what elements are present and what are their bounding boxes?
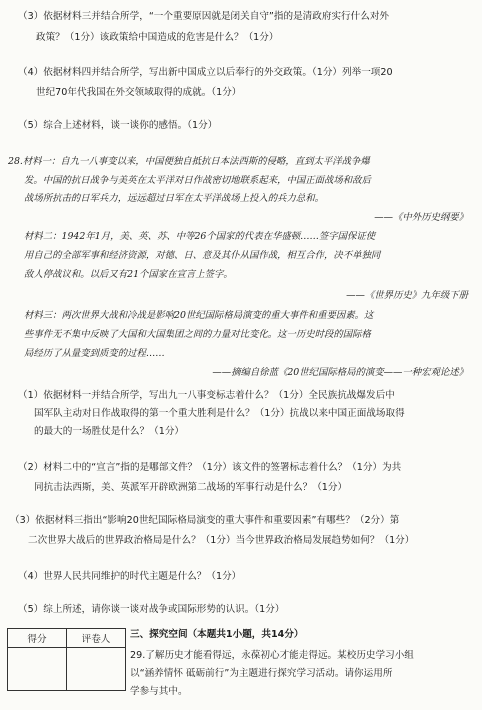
q29-line1: 29.了解历史才能看得远，永葆初心才能走得远。某校历史学习小组 (130, 650, 414, 661)
q29-line2: 以“涵养情怀 砥砺前行”为主题进行探究学习活动。请你运用所 (130, 668, 393, 679)
q28-material3-source: ——摘编自徐蓝《20世纪国际格局的演变——一种宏观论述》 (212, 367, 468, 378)
grader-cell[interactable] (67, 648, 126, 691)
q28-material1-line3: 战场所抗击的日军兵力，远远超过日军在太平洋战场上投入的兵力总和。 (24, 193, 325, 204)
q28-material3-line3: 局经历了从量变到质变的过程…… (24, 348, 165, 359)
q28-part2-line1: （2）材料二中的“宣言”指的是哪部文件？（1分）该文件的签署标志着什么？（1分）为共 (18, 462, 402, 473)
q28-material3-line2: 些事件无不集中反映了大国和大国集团之间的力量对比变化。这一历史时段的国际格 (24, 329, 371, 340)
q28-material2-source: ——《世界历史》九年级下册 (346, 290, 468, 301)
q28-part5: （5）综上所述，请你谈一谈对战争或国际形势的认识。（1分） (18, 604, 285, 615)
q28-part3-line2: 二次世界大战后的世界政治格局是什么？（1分）当今世界政治格局发展趋势如何？（1分） (28, 535, 415, 546)
q28-material1-line2: 发。中国的抗日战争与美英在太平洋对日作战密切地联系起来，中国正面战场和敌后 (24, 175, 371, 186)
q28-part2-line2: 同抗击法西斯，美、英派军开辟欧洲第二战场的军事行动是什么？（1分） (34, 482, 348, 493)
q28-material2-line3: 敌人停战议和。以后又有21个国家在宣言上签字。 (24, 269, 233, 280)
q27-part5: （5）综合上述材料，谈一谈你的感悟。（1分） (18, 120, 218, 131)
q28-part1-line2: 国军队主动对日作战取得的第一个重大胜利是什么？（1分）抗战以来中国正面战场取得 (34, 408, 405, 419)
q29-line3: 学参与其中。 (130, 686, 188, 697)
q28-material1-source: ——《中外历史纲要》 (374, 212, 468, 223)
q28-part1-line3: 的最大的一场胜仗是什么？（1分） (34, 426, 185, 437)
q28-part3-line1: （3）依据材料三指出“影响20世纪国际格局演变的重大事件和重要因素”有哪些？（2分）第 (10, 515, 400, 526)
q27-part4-line1: （4）依据材料四并结合所学，写出新中国成立以后奉行的外交政策。（1分）列举一项20 (18, 67, 393, 78)
q27-part3-line1: （3）依据材料三并结合所学，“一个重要原因就是闭关自守”指的是清政府实行什么对外 (18, 11, 390, 22)
grader-header: 评卷人 (67, 629, 126, 648)
q27-part3-line2: 政策？（1分）该政策给中国造成的危害是什么？（1分） (36, 32, 279, 43)
score-table (7, 628, 126, 691)
score-cell[interactable] (8, 648, 67, 691)
q28-material2-line2: 用自己的全部军事和经济资源，对德、日、意及其仆从国作战，相互合作，决不单独同 (24, 250, 381, 261)
score-header: 得分 (8, 629, 67, 648)
q28-part1-line1: （1）依据材料一并结合所学，写出九一八事变标志着什么？（1分）全民族抗战爆发后中 (18, 390, 395, 401)
q28-material3-line1: 材料三：两次世界大战和冷战是影响20世纪国际格局演变的重大事件和重要因素。这 (24, 310, 374, 321)
q27-part4-line2: 世纪70年代我国在外交领域取得的成就。（1分） (36, 87, 242, 98)
q28-material1-line1: 28.材料一：自九一八事变以来，中国便独自抵抗日本法西斯的侵略，直到太平洋战争爆 (8, 156, 370, 167)
section3-heading: 三、探究空间（本题共1小题，共14分） (130, 629, 304, 640)
q28-material2-line1: 材料二：1942年1月，美、英、苏、中等26个国家的代表在华盛顿……签字国保证使 (24, 231, 376, 242)
q28-part4: （4）世界人民共同维护的时代主题是什么？（1分） (18, 571, 242, 582)
